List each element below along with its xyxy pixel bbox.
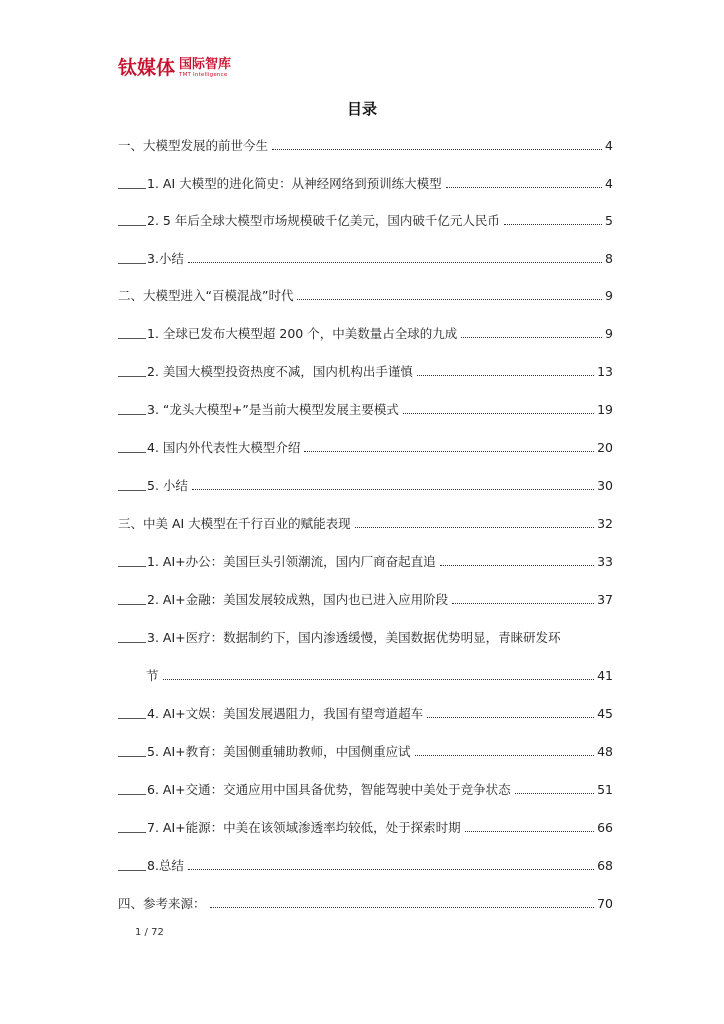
toc-entry-page: 20 (597, 440, 613, 455)
toc-entry[interactable] (118, 402, 613, 418)
toc-entry[interactable] (118, 364, 613, 380)
toc-entry-text: 2. AI+金融：美国发展较成熟，国内也已进入应用阶段 (147, 592, 449, 607)
toc-entry-page: 9 (605, 326, 613, 341)
toc-leader-dots (415, 754, 594, 756)
toc-leader-dots (355, 526, 594, 528)
toc-entry-text: 一、大模型发展的前世今生 (118, 138, 269, 153)
toc-entry[interactable] (118, 288, 613, 304)
toc-leader-dots (188, 868, 594, 870)
toc-entry-text: 3.小结 (147, 251, 184, 266)
toc-entry[interactable] (118, 478, 613, 494)
toc-entry-text: 4. 国内外代表性大模型介绍 (147, 440, 301, 455)
toc-indent-line (118, 869, 146, 871)
toc-indent-line (118, 262, 146, 264)
toc-indent-line (118, 489, 146, 491)
toc-indent-line (118, 831, 146, 833)
toc-entry-page: 66 (597, 820, 613, 835)
toc-entry[interactable] (146, 668, 613, 684)
toc-leader-dots (440, 564, 594, 566)
toc-entry[interactable] (118, 858, 613, 874)
toc-entry-text: 5. 小结 (147, 478, 188, 493)
logo-sub-en: TMT Intelligence (179, 72, 228, 78)
toc-entry-text: 二、大模型进入“百模混战”时代 (118, 288, 294, 303)
toc-entry[interactable] (118, 213, 613, 229)
toc-entry-page: 4 (605, 138, 613, 153)
toc-entry-page: 41 (597, 668, 613, 683)
toc-leader-dots (417, 374, 594, 376)
toc-entry[interactable] (118, 138, 613, 154)
toc-entry[interactable] (118, 440, 613, 456)
toc-entry-text: 7. AI+能源：中美在该领域渗透率均较低，处于探索时期 (147, 820, 461, 835)
toc-leader-dots (461, 336, 602, 338)
toc-entry-text: 节 (146, 668, 159, 683)
toc-entry-text: 8.总结 (147, 858, 184, 873)
toc-leader-dots (427, 716, 594, 718)
toc-indent-line (118, 224, 146, 226)
toc-entry[interactable] (118, 326, 613, 342)
toc-indent-line (118, 187, 146, 189)
toc-entry-page: 9 (605, 288, 613, 303)
toc-entry[interactable] (118, 630, 613, 646)
toc-entry-text: 三、中美 AI 大模型在千行百业的赋能表现 (118, 516, 351, 531)
toc-entry[interactable] (118, 896, 613, 912)
toc-leader-dots (452, 602, 594, 604)
toc-entry-text: 4. AI+文娱：美国发展遇阻力，我国有望弯道超车 (147, 706, 424, 721)
toc-entry-text: 1. AI 大模型的进化简史：从神经网络到预训练大模型 (147, 176, 442, 191)
toc-leader-dots (446, 186, 602, 188)
toc-leader-dots (504, 223, 602, 225)
toc-entry-text: 四、参考来源： (118, 896, 206, 911)
toc-entry-page: 32 (597, 516, 613, 531)
toc-indent-line (118, 451, 146, 453)
toc-leader-dots (465, 830, 594, 832)
toc-entry[interactable] (118, 554, 613, 570)
toc-indent-line (118, 641, 146, 643)
logo-sub (179, 57, 231, 79)
toc-leader-dots (163, 678, 595, 680)
toc-indent-line (118, 755, 146, 757)
brand-logo (118, 57, 231, 81)
toc-entry-page: 45 (597, 706, 613, 721)
toc-entry[interactable] (118, 706, 613, 722)
toc-entry[interactable] (118, 744, 613, 760)
toc-entry-page: 51 (597, 782, 613, 797)
toc-entry-page: 37 (597, 592, 613, 607)
toc-indent-line (118, 717, 146, 719)
toc-entry-page: 13 (597, 364, 613, 379)
toc-indent-line (118, 603, 146, 605)
toc-indent-line (118, 413, 146, 415)
toc-entry-text: 2. 5 年后全球大模型市场规模破千亿美元，国内破千亿元人民币 (147, 213, 500, 228)
toc-entry[interactable] (118, 251, 613, 267)
toc-leader-dots (297, 298, 602, 300)
toc-indent-line (118, 337, 146, 339)
toc-entry-text: 6. AI+交通：交通应用中国具备优势，智能驾驶中美处于竞争状态 (147, 782, 511, 797)
toc-leader-dots (210, 906, 595, 908)
toc-entry[interactable] (118, 782, 613, 798)
toc-entry[interactable] (118, 592, 613, 608)
toc-leader-dots (304, 450, 594, 452)
toc-indent-line (118, 565, 146, 567)
toc-leader-dots (188, 261, 602, 263)
toc-entry-page: 5 (605, 213, 613, 228)
logo-main-text: 钛媒体 (118, 57, 176, 79)
toc-entry-text: 1. AI+办公：美国巨头引领潮流，国内厂商奋起直追 (147, 554, 436, 569)
toc-entry-page: 68 (597, 858, 613, 873)
toc-entry-page: 30 (597, 478, 613, 493)
toc-entry-text: 1. 全球已发布大模型超 200 个，中美数量占全球的九成 (147, 326, 458, 341)
logo-sub-cn: 国际智库 (179, 57, 232, 72)
toc-entry-page: 48 (597, 744, 613, 759)
toc-leader-dots (403, 412, 594, 414)
toc-entry-page: 33 (597, 554, 613, 569)
toc-entry-text: 3. “龙头大模型+”是当前大模型发展主要模式 (147, 402, 399, 417)
toc-entry-text: 3. AI+医疗：数据制约下，国内渗透缓慢，美国数据优势明显，青睐研发环 (147, 630, 561, 645)
toc-entry-page: 19 (597, 402, 613, 417)
toc-entry-text: 2. 美国大模型投资热度不减，国内机构出手谨慎 (147, 364, 413, 379)
toc-entry[interactable] (118, 516, 613, 532)
toc-leader-dots (515, 792, 594, 794)
toc-entry-text: 5. AI+教育：美国侧重辅助教师，中国侧重应试 (147, 744, 411, 759)
toc-indent-line (118, 793, 146, 795)
toc-entry-page: 8 (605, 251, 613, 266)
toc-entry-page: 70 (597, 896, 613, 911)
toc-indent-line (118, 375, 146, 377)
toc-leader-dots (192, 488, 594, 490)
page-indicator: 1 / 72 (135, 927, 164, 938)
toc-entry[interactable] (118, 176, 613, 192)
toc-title: 目录 (346, 100, 377, 118)
toc-entry[interactable] (118, 820, 613, 836)
toc-entry-page: 4 (605, 176, 613, 191)
toc-leader-dots (272, 148, 602, 150)
